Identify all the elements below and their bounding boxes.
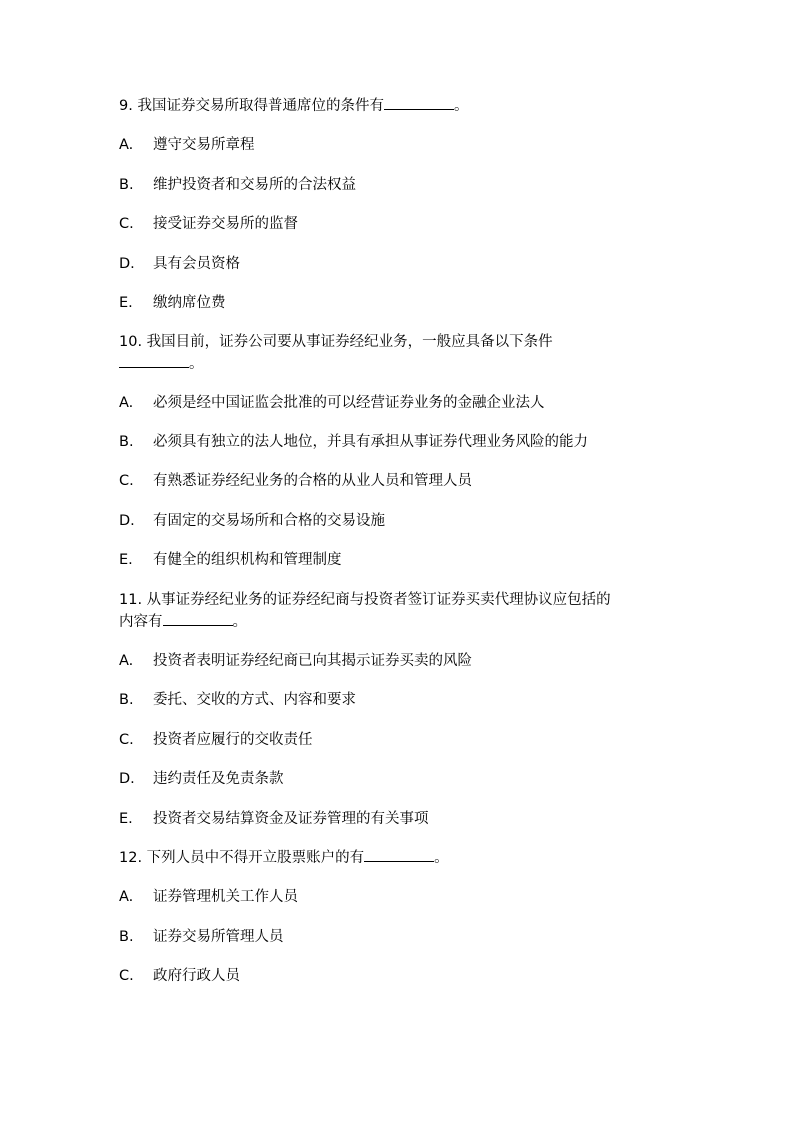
question-11 <box>119 589 611 611</box>
option-9d: D. 具有会员资格 <box>119 256 240 272</box>
question-12: 12. 下列人员中不得开立股票账户的有 。 <box>119 847 449 869</box>
answer-blank <box>119 353 189 368</box>
option-9a: A. 遵守交易所章程 <box>119 137 255 153</box>
answer-blank <box>364 847 434 862</box>
question-11-cont: 内容有 。 <box>119 611 247 633</box>
option-12a: A. 证券管理机关工作人员 <box>119 889 298 905</box>
question-10 <box>119 331 553 353</box>
question-text: 我国目前，证券公司要从事证券经纪业务，一般应具备以下条件 <box>146 334 553 350</box>
answer-blank <box>384 95 454 110</box>
option-11d: D. 违约责任及免责条款 <box>119 771 284 787</box>
option-9e: E. 缴纳席位费 <box>119 295 226 311</box>
question-number: 11. <box>119 592 143 608</box>
question-9: 9. 我国证券交易所取得普通席位的条件有 。 <box>119 95 468 117</box>
option-10d: D. 有固定的交易场所和合格的交易设施 <box>119 513 385 529</box>
question-number: 12. <box>119 850 143 866</box>
option-10e: E. 有健全的组织机构和管理制度 <box>119 552 342 568</box>
option-9b: B. 维护投资者和交易所的合法权益 <box>119 177 356 193</box>
question-text: 从事证券经纪业务的证券经纪商与投资者签订证券买卖代理协议应包括的 <box>146 592 611 608</box>
question-text: 下列人员中不得开立股票账户的有 <box>146 850 365 866</box>
option-12b: B. 证券交易所管理人员 <box>119 929 284 945</box>
option-11c: C. 投资者应履行的交收责任 <box>119 732 313 748</box>
question-number: 10. <box>119 334 143 350</box>
option-11a: A. 投资者表明证券经纪商已向其揭示证券买卖的风险 <box>119 653 472 669</box>
option-11e: E. 投资者交易结算资金及证券管理的有关事项 <box>119 811 429 827</box>
option-10b: B. 必须具有独立的法人地位，并具有承担从事证券代理业务风险的能力 <box>119 434 588 450</box>
option-12c: C. 政府行政人员 <box>119 968 240 984</box>
option-9c: C. 接受证券交易所的监督 <box>119 216 298 232</box>
question-text: 我国证券交易所取得普通席位的条件有 <box>137 98 384 114</box>
option-11b: B. 委托、交收的方式、内容和要求 <box>119 692 356 708</box>
answer-blank <box>163 611 233 626</box>
question-10-cont: 。 <box>119 353 204 375</box>
question-number: 9. <box>119 98 133 114</box>
option-10a: A. 必须是经中国证监会批准的可以经营证券业务的金融企业法人 <box>119 395 545 411</box>
option-10c: C. 有熟悉证券经纪业务的合格的从业人员和管理人员 <box>119 473 472 489</box>
